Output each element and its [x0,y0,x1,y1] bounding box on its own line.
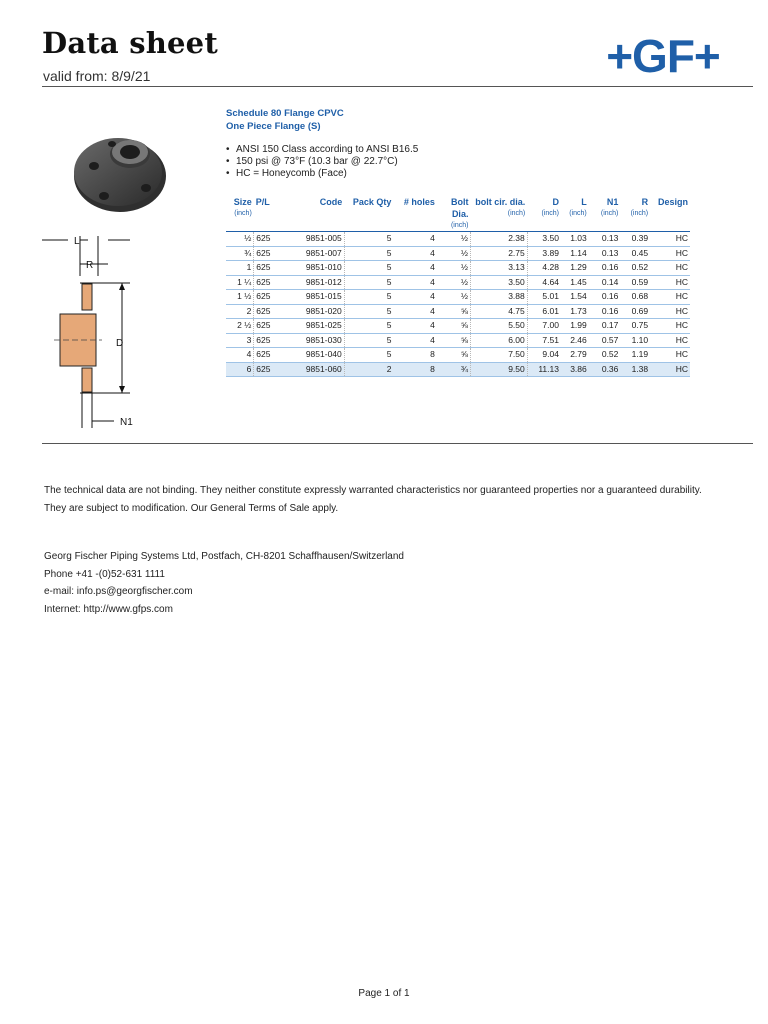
table-cell: 0.16 [589,290,621,305]
contact-block [44,548,404,618]
column-header-unit: (inch) [569,210,587,217]
table-cell: 5 [344,348,393,363]
table-cell: 0.52 [589,348,621,363]
table-cell: ⅝ [437,348,471,363]
table-cell: 9.04 [527,348,561,363]
table-cell: 4 [393,319,436,334]
table-cell: 9851-007 [283,246,344,261]
header-rule [42,86,753,87]
table-cell: 1 ½ [226,290,254,305]
table-cell: 2 [344,362,393,377]
feature-item: • HC = Honeycomb (Face) [226,168,418,180]
table-cell: 3.86 [561,362,589,377]
table-cell: 7.50 [470,348,527,363]
column-header-label: L [581,197,587,207]
table-row [226,275,690,290]
table-cell: 1 ¼ [226,275,254,290]
table-cell: 2.46 [561,333,589,348]
table-cell: 4 [393,304,436,319]
product-title-line1: Schedule 80 Flange CPVC [226,108,344,119]
table-cell: 1.29 [561,261,589,276]
table-cell: 1 [226,261,254,276]
table-cell: 9851-020 [283,304,344,319]
table-cell: 5.01 [527,290,561,305]
table-cell: ½ [437,261,471,276]
content-rule [42,443,753,444]
table-row [226,232,690,247]
table-cell: ½ [226,232,254,247]
table-cell: 625 [254,333,284,348]
logo-text: +GF+ [606,32,720,76]
column-header [283,196,344,232]
table-body [226,232,690,377]
dimension-label-n1: N1 [120,417,133,428]
page-number: Page 1 of 1 [358,988,410,999]
table-cell: 625 [254,246,284,261]
table-cell: 2 ½ [226,319,254,334]
column-header-unit: (inch) [600,210,619,217]
table-cell: 1.45 [561,275,589,290]
table-cell: 6.01 [527,304,561,319]
feature-item: • ANSI 150 Class according to ANSI B16.5 [226,144,418,156]
table-cell: 625 [254,290,284,305]
table-cell: 0.36 [589,362,621,377]
product-title-line2: One Piece Flange (S) [226,121,321,132]
feature-item: • 150 psi @ 73°F (10.3 bar @ 22.7°C) [226,156,418,168]
table-cell: 3.50 [527,232,561,247]
table-row [226,290,690,305]
table-cell: 7.00 [527,319,561,334]
table-cell: 3.89 [527,246,561,261]
table-cell: 5.50 [470,319,527,334]
table-cell: 625 [254,261,284,276]
table-cell: 1.38 [620,362,650,377]
column-header-unit: (inch) [630,210,649,217]
column-header-label: Pack Qty [352,197,392,207]
table-cell: ⅝ [437,333,471,348]
table-row [226,304,690,319]
table-cell: 9851-025 [283,319,344,334]
table-cell: 2.79 [561,348,589,363]
table-cell: 5 [344,319,393,334]
column-header-label: Design [657,197,688,207]
table-cell: 0.13 [589,232,621,247]
phone-number: Phone +41 -(0)52-631 1111 [44,568,165,580]
column-header-label: P/L [255,197,270,207]
dimension-label-l: L [74,236,80,247]
table-row [226,261,690,276]
table-cell: 0.68 [620,290,650,305]
table-cell: 7.51 [527,333,561,348]
column-header-label: D [552,197,559,207]
flange-product-image [70,118,180,218]
column-header [589,196,621,232]
table-cell: HC [650,290,690,305]
table-cell: 0.16 [589,261,621,276]
table-cell: ⅝ [437,304,471,319]
table-cell: 4 [393,246,436,261]
table-cell: 4 [226,348,254,363]
table-cell: HC [650,246,690,261]
table-cell: ½ [437,232,471,247]
table-cell: 5 [344,333,393,348]
table-cell: 4.75 [470,304,527,319]
table-cell: 5 [344,261,393,276]
column-header [344,196,393,232]
table-cell: 0.14 [589,275,621,290]
table-cell: 2.38 [470,232,527,247]
table-cell: 3 [226,333,254,348]
company-address: Georg Fischer Piping Systems Ltd, Postfach, CH-8201 Schaffhausen/Switzerland [44,551,404,562]
table-cell: 1.10 [620,333,650,348]
table-cell: 9.50 [470,362,527,377]
table-cell: ½ [437,290,471,305]
table-row [226,362,690,377]
product-title [226,107,344,133]
table-cell: 8 [393,348,436,363]
column-header-unit: (inch) [450,222,469,229]
column-header-label: R [641,197,649,207]
table-cell: 2.75 [470,246,527,261]
table-cell: HC [650,275,690,290]
table-cell: 625 [254,362,284,377]
table-cell: 625 [254,319,284,334]
table-cell: HC [650,333,690,348]
table-cell: 9851-012 [283,275,344,290]
specification-table [226,196,690,377]
table-cell: 0.52 [620,261,650,276]
column-header-unit: (inch) [541,210,559,217]
column-header-label: Bolt Dia. [450,197,469,219]
table-cell: 0.39 [620,232,650,247]
dimension-label-r: R [86,260,94,271]
table-cell: 1.03 [561,232,589,247]
table-cell: 0.69 [620,304,650,319]
table-cell: 4.28 [527,261,561,276]
table-cell: 9851-040 [283,348,344,363]
table-cell: 4.64 [527,275,561,290]
table-cell: 5 [344,304,393,319]
table-cell: 9851-030 [283,333,344,348]
table-cell: 8 [393,362,436,377]
column-header-label: # holes [403,197,435,207]
column-header-label: N1 [606,197,619,207]
table-cell: 625 [254,232,284,247]
table-cell: 3.88 [470,290,527,305]
table-row [226,348,690,363]
table-cell: ¾ [226,246,254,261]
table-cell: 0.75 [620,319,650,334]
table-cell: 2 [226,304,254,319]
column-header [437,196,471,232]
table-cell: 4 [393,261,436,276]
column-header [527,196,561,232]
table-cell: 11.13 [527,362,561,377]
table-cell: HC [650,348,690,363]
table-cell: 3.50 [470,275,527,290]
valid-from-date: valid from: 8/9/21 [43,68,151,84]
table-row [226,246,690,261]
table-cell: 9851-060 [283,362,344,377]
column-header-label: bolt cir. dia. [475,197,526,207]
table-cell: ½ [437,275,471,290]
table-cell: 0.17 [589,319,621,334]
table-cell: ¾ [437,362,471,377]
column-header [561,196,589,232]
table-cell: 6.00 [470,333,527,348]
table-cell: ⅝ [437,319,471,334]
table-cell: 1.99 [561,319,589,334]
table-cell: 4 [393,290,436,305]
table-cell: 6 [226,362,254,377]
table-cell: 9851-010 [283,261,344,276]
table-cell: 625 [254,304,284,319]
table-cell: 625 [254,275,284,290]
column-header [650,196,690,232]
table-cell: 4 [393,333,436,348]
table-cell: 625 [254,348,284,363]
table-cell: 0.16 [589,304,621,319]
table-cell: 9851-005 [283,232,344,247]
dimension-label-d: D [116,338,124,349]
gf-logo [595,32,731,76]
column-header [393,196,436,232]
table-cell: 1.19 [620,348,650,363]
table-cell: 1.14 [561,246,589,261]
table-cell: 4 [393,232,436,247]
table-header-row [226,196,690,232]
table-cell: HC [650,261,690,276]
website-address: Internet: http://www.gfps.com [44,603,173,615]
column-header [226,196,254,232]
column-header-unit: (inch) [234,210,252,217]
table-cell: 5 [344,232,393,247]
table-cell: HC [650,304,690,319]
table-cell: 0.57 [589,333,621,348]
table-cell: HC [650,319,690,334]
table-cell: 4 [393,275,436,290]
table-cell: 3.13 [470,261,527,276]
table-cell: 9851-015 [283,290,344,305]
flange-dimension-drawing [40,228,150,428]
table-cell: ½ [437,246,471,261]
column-header-label: Size [233,197,252,207]
table-cell: 0.13 [589,246,621,261]
table-cell: HC [650,362,690,377]
column-header [470,196,527,232]
disclaimer-text: The technical data are not binding. They neither constitute expressly warranted characteristics nor guaranteed properties nor a guaranteed durability. They are subject to modification. Our General Terms of Sale apply. [44,485,702,514]
table-row [226,319,690,334]
table-cell: 5 [344,290,393,305]
column-header [620,196,650,232]
column-header-unit: (inch) [507,210,526,217]
table-cell: 1.54 [561,290,589,305]
table-cell: 5 [344,275,393,290]
table-cell: 0.59 [620,275,650,290]
column-header-label: Code [319,197,343,207]
table-cell: 0.45 [620,246,650,261]
column-header [254,196,284,232]
table-cell: 1.73 [561,304,589,319]
email-address: e-mail: info.ps@georgfischer.com [44,586,193,597]
product-features-list [226,144,418,180]
table-cell: 5 [344,246,393,261]
table-cell: HC [650,232,690,247]
page-title: Data sheet [42,26,218,60]
table-row [226,333,690,348]
